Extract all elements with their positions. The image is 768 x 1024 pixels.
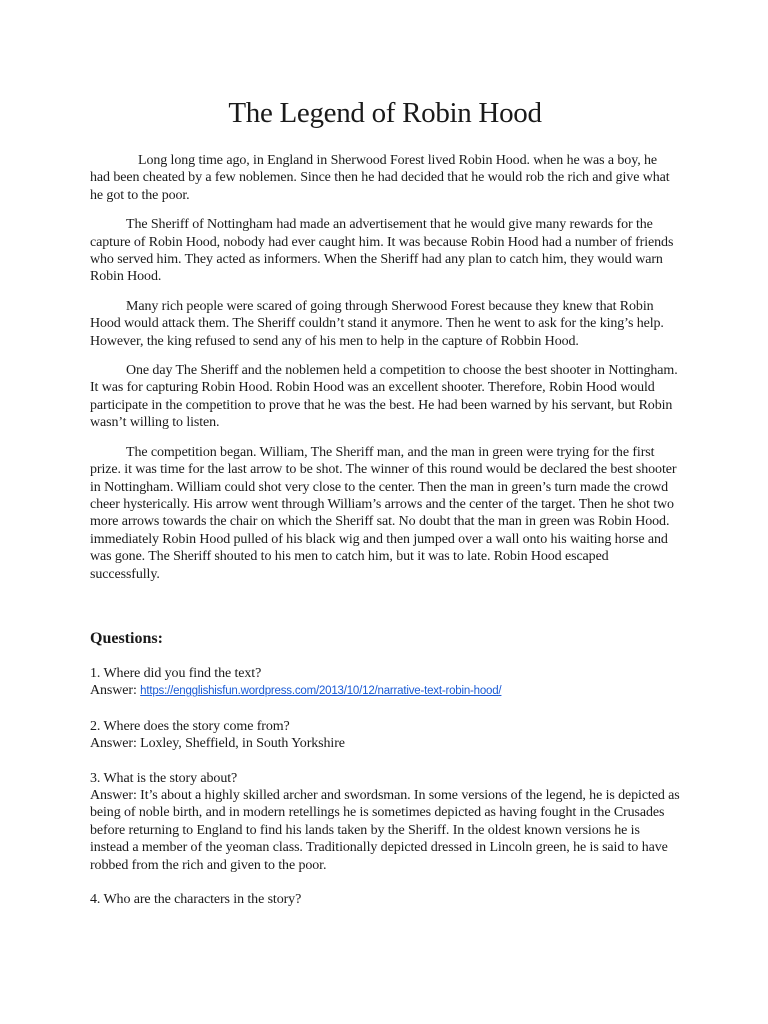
question-block-1 (90, 665, 680, 701)
question-block-2 (90, 718, 680, 753)
story-paragraph-3: Many rich people were scared of going through Sherwood Forest because they knew that Robin Hood would attack them. The Sheriff couldn’t stand it anymore. Then he went to ask for the king’s help. However, the king refused to send any of his men to help in the capture of Robbin Hood. (90, 298, 664, 349)
answer-2: Answer: Loxley, Sheffield, in South Yorkshire (90, 736, 345, 752)
question-2: 2. Where does the story come from? (90, 718, 290, 734)
story-paragraph-4: One day The Sheriff and the noblemen held a competition to choose the best shooter in Nottingham. It was for capturing Robin Hood. Robin Hood was an excellent shooter. Therefore, Robin Hood would participate in the competition to prove that he was the best. He had been warned by his servant, but Robin wasn’t willing to listen. (90, 363, 678, 431)
source-link[interactable]: https://engglishisfun.wordpress.com/2013/10/12/narrative-text-robin-hood/ (140, 685, 502, 698)
question-3: 3. What is the story about? (90, 770, 238, 786)
question-4: 4. Who are the characters in the story? (90, 892, 302, 907)
question-block-3 (90, 770, 680, 874)
question-1: 1. Where did you find the text? (90, 665, 262, 681)
story-paragraph-5: The competition began. William, The Sheriff man, and the man in green were trying for the first prize. it was time for the last arrow to be shot. The winner of this round would be declared the best shooter in Nottingham. William could shot very close to the center. Then the man in green’s turn made the crowd cheer hysterically. His arrow went through William’s arrows and the center of the target. Then he shot two more arrows towards the chair on which the Sheriff sat. No doubt that the man in green was Robin Hood. immediately Robin Hood pulled of his black wig and then jumped over a wall onto his waiting horse and was gone. The Sheriff shouted to his men to catch him, but it was to late. Robin Hood escaped successfully. (90, 444, 677, 582)
answer-label: Answer: (90, 683, 137, 699)
story-body (90, 152, 680, 583)
story-paragraph-1: Long long time ago, in England in Sherwood Forest lived Robin Hood. when he was a boy, he had been cheated by a few noblemen. Since then he had decided that he would rob the rich and give what he got to the poor. (90, 153, 670, 203)
answer-1 (90, 682, 680, 700)
document-title: The Legend of Robin Hood (228, 97, 542, 129)
document-page (90, 0, 680, 925)
question-block-4 (90, 891, 680, 908)
story-paragraph-2: The Sheriff of Nottingham had made an advertisement that he would give many rewards for the capture of Robin Hood, nobody had ever caught him. It was because Robin Hood had a number of friends who served him. They acted as informers. When the Sheriff had any plan to catch him, they would warn Robin Hood. (90, 217, 674, 285)
questions-heading: Questions: (90, 629, 163, 647)
answer-3: Answer: It’s about a highly skilled archer and swordsman. In some versions of the legend, he is depicted as being of noble birth, and in modern retellings he is sometimes depicted as having fought in the Crusades before returning to England to find his lands taken by the Sheriff. In the oldest known versions he is instead a member of the yeoman class. Traditionally depicted dressed in Lincoln green, he is said to have robbed from the rich and given to the poor. (90, 787, 680, 873)
